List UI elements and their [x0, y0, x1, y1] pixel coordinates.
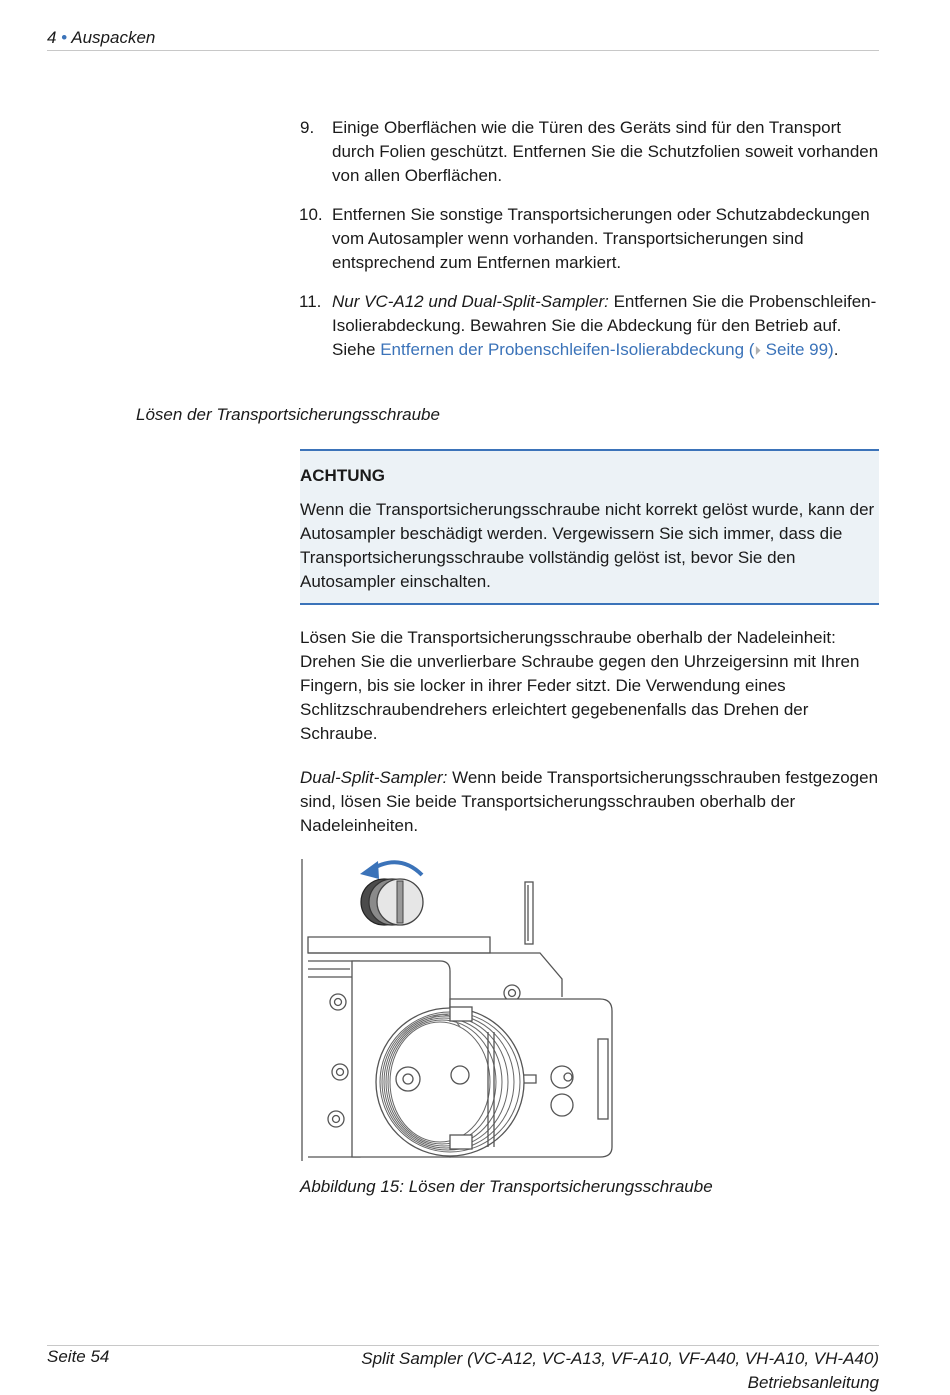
figure-caption: Abbildung 15: Lösen der Transportsicherungsschraube — [300, 1177, 713, 1196]
page-header — [47, 28, 879, 51]
paragraph-italic-prefix: Dual-Split-Sampler: — [300, 768, 448, 787]
paragraph-loosen-screw: Lösen Sie die Transportsicherungsschraube oberhalb der Nadeleinheit: Drehen Sie die unverlierbare Schraube gegen den Uhrzeigersinn mit Ihren Fingern, bis sie locker in ihrer Feder sitzt. Die Verwendung eines Schlitzschraubendrehers erleichtert gegebenenfalls das Drehen der Schraube. — [300, 628, 860, 743]
cross-reference-link[interactable] — [380, 340, 834, 359]
link-page: Seite 99) — [760, 340, 834, 359]
step-suffix: . — [833, 340, 839, 359]
notice-title: ACHTUNG — [300, 466, 385, 485]
footer-product — [361, 1347, 879, 1395]
step-italic-prefix: Nur VC-A12 und Dual-Split-Sampler: — [332, 292, 609, 311]
notice-body: Wenn die Transportsicherungsschraube nicht korrekt gelöst wurde, kann der Autosampler beschädigt werden. Vergewissern Sie sich immer, dass die Transportsicherungsschraube vollständig gelöst ist, bevor Sie den Autosampler einschalten. — [300, 500, 875, 591]
step-number: 11. — [299, 292, 322, 311]
side-heading: Lösen der Transportsicherungsschraube — [136, 405, 440, 424]
footer-divider — [47, 1345, 879, 1346]
chapter-title: Auspacken — [71, 28, 156, 47]
chapter-number: 4 — [47, 28, 57, 47]
list-item — [300, 116, 880, 188]
paragraph-text: Wenn beide Transportsicherungsschrauben festgezogen sind, lösen Sie beide Transportsicherungsschrauben oberhalb der Nadeleinheiten. — [300, 768, 879, 835]
notice-box — [300, 449, 879, 605]
document-type: Betriebsanleitung — [747, 1373, 879, 1392]
step-text: Einige Oberflächen wie die Türen des Geräts sind für den Transport durch Folien geschützt. Entfernen Sie die Schutzfolien soweit vorhanden von allen Oberflächen. — [332, 118, 879, 185]
step-number: 9. — [300, 118, 315, 137]
product-name: Split Sampler (VC-A12, VC-A13, VF-A10, VF-A40, VH-A10, VH-A40) — [361, 1349, 879, 1368]
paragraph-dual-split — [300, 766, 880, 838]
triangle-right-icon: ⏵ — [754, 343, 761, 358]
step-text: Entfernen Sie sonstige Transportsicherungen oder Schutzabdeckungen vom Autosampler wenn vorhanden. Transportsicherungen sind entsprechend zum Entfernen markiert. — [332, 205, 870, 272]
list-item — [300, 203, 880, 275]
list-item — [300, 290, 880, 363]
figure-transport-screw — [300, 857, 618, 1161]
link-text: Entfernen der Probenschleifen-Isolierabdeckung ( — [380, 340, 755, 359]
header-bullet: • — [61, 28, 68, 47]
counterclockwise-arrow-icon — [360, 861, 422, 879]
page-number: Seite 54 — [47, 1347, 110, 1366]
step-text: Entfernen Sie die Probenschleifen-Isolierabdeckung. Bewahren Sie die Abdeckung für den Betrieb auf. Siehe — [332, 292, 877, 359]
step-number: 10. — [299, 205, 323, 224]
step-list — [300, 116, 880, 378]
